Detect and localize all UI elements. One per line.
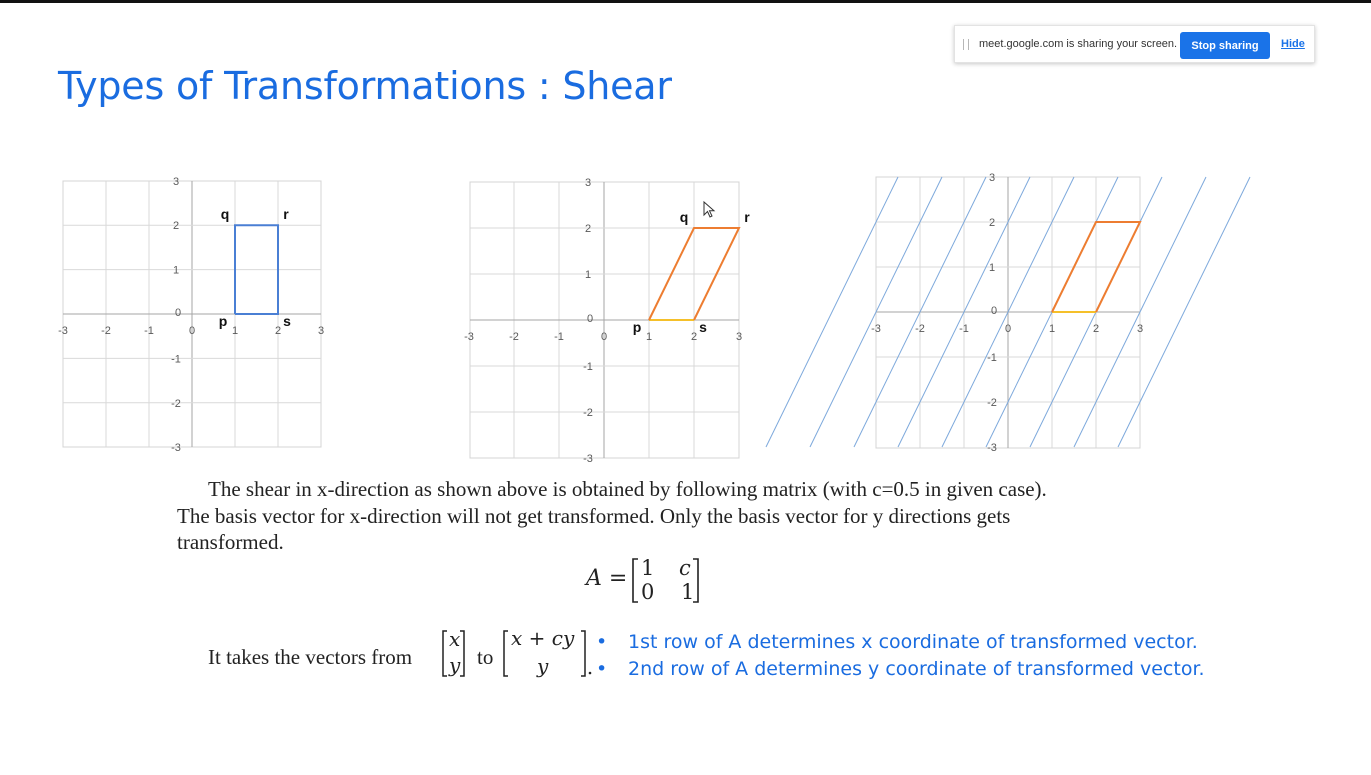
point-label-q: q [220,206,230,223]
y-tick-label: 1 [988,262,996,274]
y-tick-label: 0 [586,313,594,325]
y-tick-label: -3 [987,442,997,454]
y-tick-label: -2 [987,397,997,409]
y-tick-label: 0 [174,307,182,319]
x-tick-label: 0 [600,331,608,343]
y-tick-label: -3 [583,453,593,465]
point-label-p: p [218,313,228,329]
y-tick-label: 3 [172,175,180,188]
x-tick-label: -3 [58,325,68,337]
hide-link[interactable]: Hide [1281,38,1305,50]
x-tick-label: 3 [735,331,743,343]
y-tick-label: -2 [171,397,181,410]
x-tick-label: -2 [509,331,519,343]
y-tick-label: 2 [584,223,592,235]
point-label-s: s [699,319,707,335]
x-tick-label: -3 [464,331,474,343]
vector-from-x: x [449,627,461,651]
vector-to-bottom: y [537,654,549,678]
bullet-dot-icon: • [596,631,608,653]
takes-to-text: to [477,645,494,669]
x-tick-label: 1 [1048,323,1056,335]
y-tick-label: 3 [988,172,996,184]
y-tick-label: 0 [990,305,998,317]
x-tick-label: -3 [871,323,881,335]
y-tick-label: -2 [583,407,593,419]
y-tick-label: 1 [172,264,180,277]
y-tick-label: 2 [988,217,996,229]
x-tick-label: 1 [645,331,653,343]
x-tick-label: -1 [554,331,564,343]
y-tick-label: -1 [171,353,181,366]
paragraph-line-3: transformed. [177,530,284,554]
paragraph-line-2: The basis vector for x-direction will not get transformed. Only the basis vector for y directions gets [177,504,1011,528]
takes-vectors-text: It takes the vectors from [208,645,413,669]
y-tick-label: -1 [583,361,593,373]
point-label-r: r [744,209,750,225]
y-tick-label: -1 [987,352,997,364]
matrix-a22: 1 [681,580,695,604]
x-tick-label: -1 [144,325,154,337]
matrix-lhs: A = [586,566,628,591]
point-label-s: s [283,313,291,329]
x-tick-label: 3 [1136,323,1144,335]
vector-from-y: y [449,653,461,677]
paragraph-line-1: The shear in x-direction as shown above is obtained by following matrix (with c=0.5 in given case). [208,477,1047,501]
share-message: meet.google.com is sharing your screen. [979,38,1178,50]
x-tick-label: -1 [959,323,969,335]
x-tick-label: -2 [101,325,111,337]
point-label-p: p [632,319,642,335]
x-tick-label: 2 [274,325,282,337]
matrix-a21: 0 [641,580,655,604]
x-tick-label: 0 [1004,323,1012,335]
x-tick-label: 2 [690,331,698,343]
matrix-a12: c [679,556,691,580]
x-tick-label: 2 [1092,323,1100,335]
y-tick-label: 1 [584,269,592,281]
mouse-cursor-icon [703,201,717,221]
y-tick-label: 2 [172,220,180,233]
slide-title: Types of Transformations : Shear [58,64,672,108]
x-tick-label: 3 [317,325,325,337]
vector-to-top: x + cy [511,626,575,650]
stop-sharing-button[interactable]: Stop sharing [1180,32,1270,59]
point-label-q: q [679,209,689,225]
y-tick-label: 3 [584,177,592,189]
x-tick-label: 0 [188,325,196,337]
point-label-r: r [283,206,289,223]
matrix-a11: 1 [641,556,655,580]
x-tick-label: -2 [915,323,925,335]
bullet-dot-icon: • [596,658,608,680]
y-tick-label: -3 [171,442,181,455]
x-tick-label: 1 [231,325,239,337]
